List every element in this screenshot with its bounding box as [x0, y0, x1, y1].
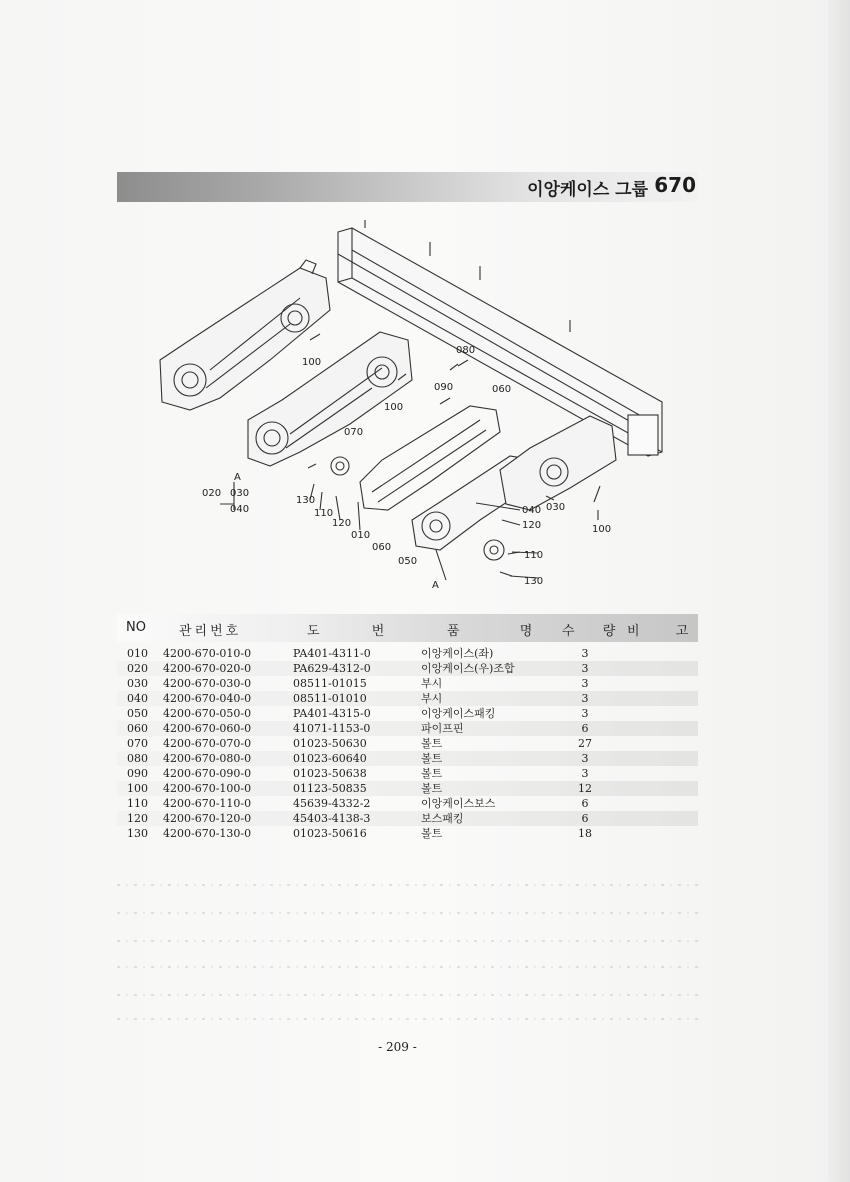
svg-text:030: 030: [546, 502, 566, 513]
row-drawing-number: PA401-4315-0: [293, 707, 371, 720]
row-drawing-number: 01023-50630: [293, 737, 367, 750]
row-part-name: 볼트: [421, 827, 443, 840]
row-part-name: 볼트: [421, 737, 443, 750]
row-part-name: 볼트: [421, 782, 443, 795]
row-quantity: 12: [578, 782, 592, 795]
row-management-number: 4200-670-130-0: [163, 827, 252, 840]
row-part-name: 이앙케이스패킹: [421, 707, 496, 720]
svg-text:A: A: [432, 580, 439, 591]
row-part-name: 이앙케이스보스: [421, 797, 496, 810]
row-management-number: 4200-670-060-0: [163, 722, 252, 735]
row-no: 030: [127, 677, 148, 690]
row-quantity: 3: [581, 692, 589, 705]
svg-text:060: 060: [372, 542, 392, 553]
svg-text:080: 080: [456, 345, 476, 356]
row-quantity: 3: [581, 677, 589, 690]
table-row: [117, 826, 698, 841]
row-management-number: 4200-670-010-0: [163, 647, 252, 660]
row-no: 040: [127, 692, 148, 705]
row-management-number: 4200-670-050-0: [163, 707, 252, 720]
row-quantity: 6: [581, 812, 589, 825]
row-no: 070: [127, 737, 148, 750]
row-quantity: 6: [581, 797, 589, 810]
parts-table-body: [117, 646, 698, 841]
section-title: 이앙케이스 그룹: [527, 180, 648, 200]
svg-text:A: A: [234, 472, 241, 483]
table-row: [117, 751, 698, 766]
row-part-name: 부시: [421, 677, 443, 690]
row-management-number: 4200-670-120-0: [163, 812, 252, 825]
parts-illustration: [150, 220, 670, 595]
table-row: [117, 691, 698, 706]
row-no: 120: [127, 812, 148, 825]
row-quantity: 6: [581, 722, 589, 735]
svg-text:120: 120: [522, 520, 542, 531]
table-row: [117, 646, 698, 661]
table-row: [117, 766, 698, 781]
row-management-number: 4200-670-100-0: [163, 782, 252, 795]
row-part-name: 부시: [421, 692, 443, 705]
svg-text:030: 030: [230, 488, 250, 499]
row-quantity: 3: [581, 767, 589, 780]
table-row: [117, 676, 698, 691]
svg-text:040: 040: [522, 505, 542, 516]
row-quantity: 3: [581, 707, 589, 720]
svg-text:110: 110: [524, 550, 544, 561]
row-drawing-number: 01123-50835: [293, 782, 367, 795]
row-management-number: 4200-670-080-0: [163, 752, 252, 765]
row-drawing-number: 45403-4138-3: [293, 812, 371, 825]
svg-text:130: 130: [524, 576, 544, 587]
row-drawing-number: 01023-50616: [293, 827, 367, 840]
svg-text:110: 110: [314, 508, 334, 519]
svg-text:100: 100: [302, 357, 322, 368]
row-no: 060: [127, 722, 148, 735]
row-part-name: 보스패킹: [421, 812, 464, 825]
row-no: 080: [127, 752, 148, 765]
row-management-number: 4200-670-020-0: [163, 662, 252, 675]
row-management-number: 4200-670-070-0: [163, 737, 252, 750]
row-part-name: 파이프핀: [421, 722, 464, 735]
row-part-name: 볼트: [421, 767, 443, 780]
exploded-parts-diagram: [150, 220, 670, 595]
section-title-bar: [117, 172, 698, 202]
table-row: [117, 781, 698, 796]
row-drawing-number: 01023-50638: [293, 767, 367, 780]
svg-text:040: 040: [230, 504, 250, 515]
svg-text:020: 020: [202, 488, 222, 499]
scan-artifact-lines: [117, 862, 698, 1022]
row-drawing-number: 08511-01010: [293, 692, 367, 705]
row-no: 020: [127, 662, 148, 675]
row-management-number: 4200-670-110-0: [163, 797, 252, 810]
table-row: [117, 661, 698, 676]
svg-text:070: 070: [344, 427, 364, 438]
table-row: [117, 811, 698, 826]
row-no: 100: [127, 782, 148, 795]
row-part-name: 이앙케이스(좌): [421, 647, 494, 660]
group-number: 670: [654, 173, 696, 197]
svg-text:100: 100: [384, 402, 404, 413]
row-management-number: 4200-670-090-0: [163, 767, 252, 780]
column-management-number: 관리번호: [179, 624, 242, 639]
parts-table-header: [117, 614, 705, 642]
column-drawing-number: 도 번: [307, 624, 409, 639]
svg-text:130: 130: [296, 495, 316, 506]
svg-text:050: 050: [398, 556, 418, 567]
row-no: 130: [127, 827, 148, 840]
table-row: [117, 706, 698, 721]
row-drawing-number: 08511-01015: [293, 677, 367, 690]
row-no: 090: [127, 767, 148, 780]
row-drawing-number: PA629-4312-0: [293, 662, 371, 675]
svg-text:100: 100: [592, 524, 612, 535]
column-remarks: 비 고: [627, 624, 705, 639]
row-no: 050: [127, 707, 148, 720]
svg-text:120: 120: [332, 518, 352, 529]
svg-text:090: 090: [434, 382, 454, 393]
row-drawing-number: 01023-60640: [293, 752, 367, 765]
row-drawing-number: PA401-4311-0: [293, 647, 371, 660]
table-row: [117, 721, 698, 736]
svg-text:060: 060: [492, 384, 512, 395]
column-quantity: 수 량: [562, 624, 628, 639]
column-no: NO: [126, 620, 146, 635]
row-no: 010: [127, 647, 148, 660]
row-quantity: 3: [581, 647, 589, 660]
svg-text:010: 010: [351, 530, 371, 541]
table-row: [117, 736, 698, 751]
row-no: 110: [127, 797, 148, 810]
row-quantity: 3: [581, 662, 589, 675]
row-part-name: 이앙케이스(우)조합: [421, 662, 515, 675]
row-drawing-number: 41071-1153-0: [293, 722, 371, 735]
column-part-name: 품 명: [447, 624, 561, 639]
row-quantity: 27: [578, 737, 592, 750]
row-part-name: 볼트: [421, 752, 443, 765]
row-quantity: 18: [578, 827, 592, 840]
row-management-number: 4200-670-040-0: [163, 692, 252, 705]
row-quantity: 3: [581, 752, 589, 765]
table-row: [117, 796, 698, 811]
row-management-number: 4200-670-030-0: [163, 677, 252, 690]
row-drawing-number: 45639-4332-2: [293, 797, 371, 810]
page-edge-shadow: [828, 0, 850, 1182]
page-number: - 209 -: [378, 1040, 417, 1054]
